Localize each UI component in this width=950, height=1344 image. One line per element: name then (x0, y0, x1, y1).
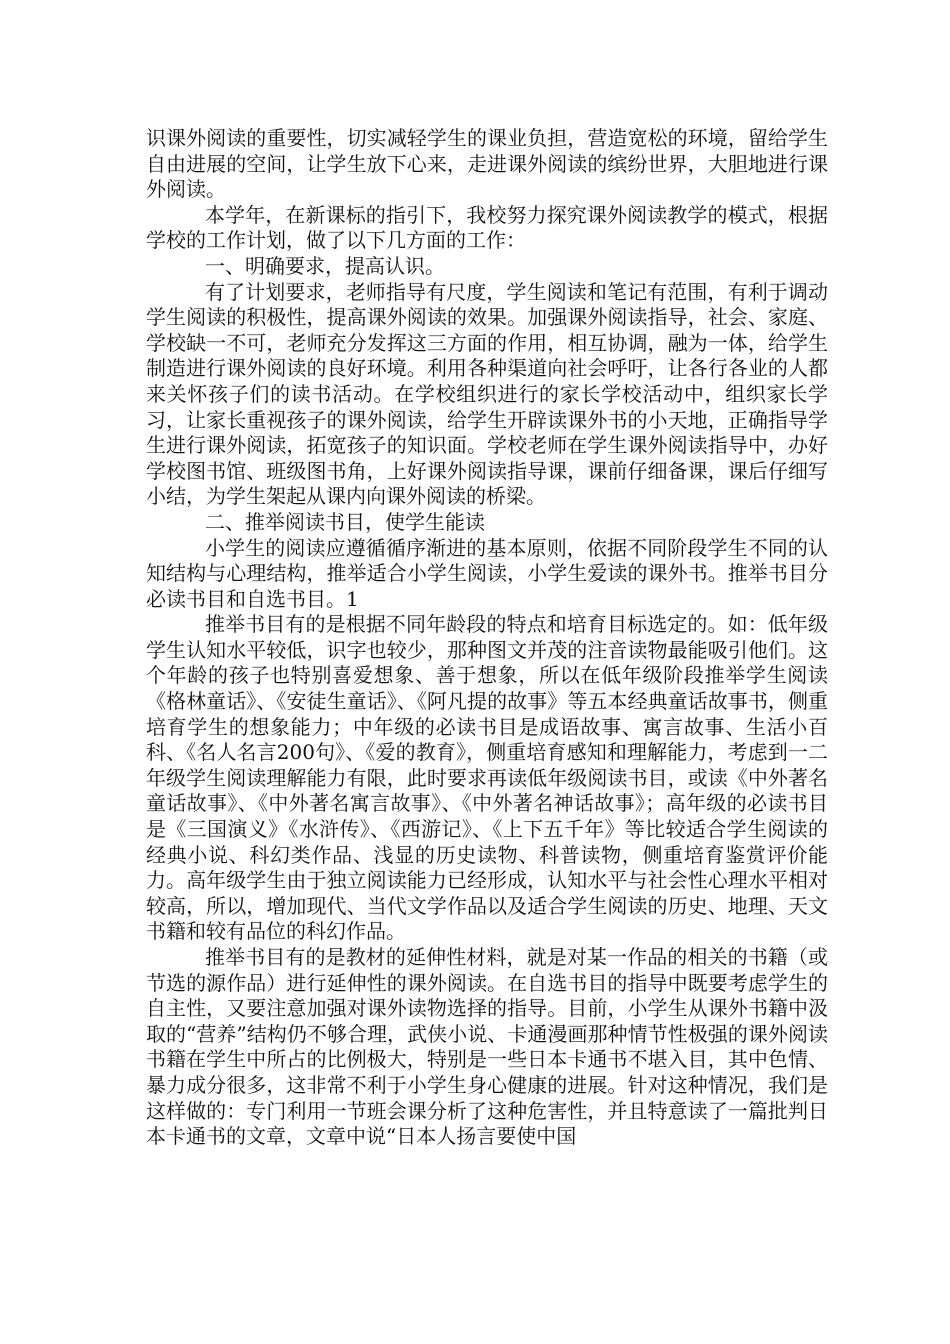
paragraph-section-2-extension: 推举书目有的是教材的延伸性材料，就是对某一作品的相关的书籍（或节选的源作品）进行延伸性的课外阅读。在自选书目的指导中既要考虑学生的自主性，又要注意加强对课外读物选择的指导。目前，小学生从课外书籍中汲取的“营养”结构仍不够合理，武侠小说、卡通漫画那种情节性极强的课外阅读书籍在学生中所占的比例极大，特别是一些日本卡通书不堪入目，其中色情、暴力成分很多，这非常不利于小学生身心健康的进展。针对这种情况，我们是这样做的：专门利用一节班会课分析了这种危害性，并且特意读了一篇批判日本卡通书的文章，文章中说“日本人扬言要使中国 (146, 945, 828, 1149)
document-body (146, 126, 828, 1150)
section-heading-2: 二、推举阅读书目，使学生能读 (205, 509, 485, 534)
paragraph-section-1: 有了计划要求，老师指导有尺度，学生阅读和笔记有范围，有利于调动学生阅读的积极性，提高课外阅读的效果。加强课外阅读指导，社会、家庭、学校缺一不可，老师充分发挥这三方面的作用，相互协调，融为一体，给学生制造进行课外阅读的良好环境。利用各种渠道向社会呼吁，让各行各业的人都来关怀孩子们的读书活动。在学校组织进行的家长学校活动中，组织家长学习，让家长重视孩子的课外阅读，给学生开辟读课外书的小天地，正确指导学生进行课外阅读，拓宽孩子的知识面。学校老师在学生课外阅读指导中，办好学校图书馆、班级图书角，上好课外阅读指导课，课前仔细备课，课后仔细写小结，为学生架起从课内向课外阅读的桥梁。 (146, 279, 828, 509)
paragraph-section-2-grades: 推举书目有的是根据不同年龄段的特点和培育目标选定的。如：低年级学生认知水平较低，识字也较少，那种图文并茂的注音读物最能吸引他们。这个年龄的孩子也特别喜爱想象、善于想象，所以在低年级阶段推举学生阅读《格林童话》、《安徒生童话》、《阿凡提的故事》等五本经典童话故事书，侧重培育学生的想象能力；中年级的必读书目是成语故事、寓言故事、生活小百科、《名人名言200句》、《爱的教育》，侧重培育感知和理解能力，考虑到一二年级学生阅读理解能力有限，此时要求再读低年级阅读书目，或读《中外著名童话故事》、《中外著名寓言故事》、《中外著名神话故事》；高年级的必读书目是《三国演义》《水浒传》、《西游记》、《上下五千年》等比较适合学生阅读的经典小说、科幻类作品、浅显的历史读物、科普读物，侧重培育鉴赏评价能力。高年级学生由于独立阅读能力已经形成，认知水平与社会性心理水平相对较高，所以，增加现代、当代文学作品以及适合学生阅读的历史、地理、天文书籍和较有品位的科幻作品。 (146, 612, 828, 944)
paragraph-intro: 本学年，在新课标的指引下，我校努力探究课外阅读教学的模式，根据学校的工作计划，做了以下几方面的工作： (146, 202, 828, 253)
paragraph-section-2-intro: 小学生的阅读应遵循循序渐进的基本原则，依据不同阶段学生不同的认知结构与心理结构，推举适合小学生阅读，小学生爱读的课外书。推举书目分必读书目和自选书目。1 (146, 535, 828, 611)
paragraph-continuation: 识课外阅读的重要性，切实减轻学生的课业负担，营造宽松的环境，留给学生自由进展的空间，让学生放下心来，走进课外阅读的缤纷世界，大胆地进行课外阅读。 (146, 126, 828, 202)
section-heading-1: 一、明确要求，提高认识。 (205, 253, 445, 278)
